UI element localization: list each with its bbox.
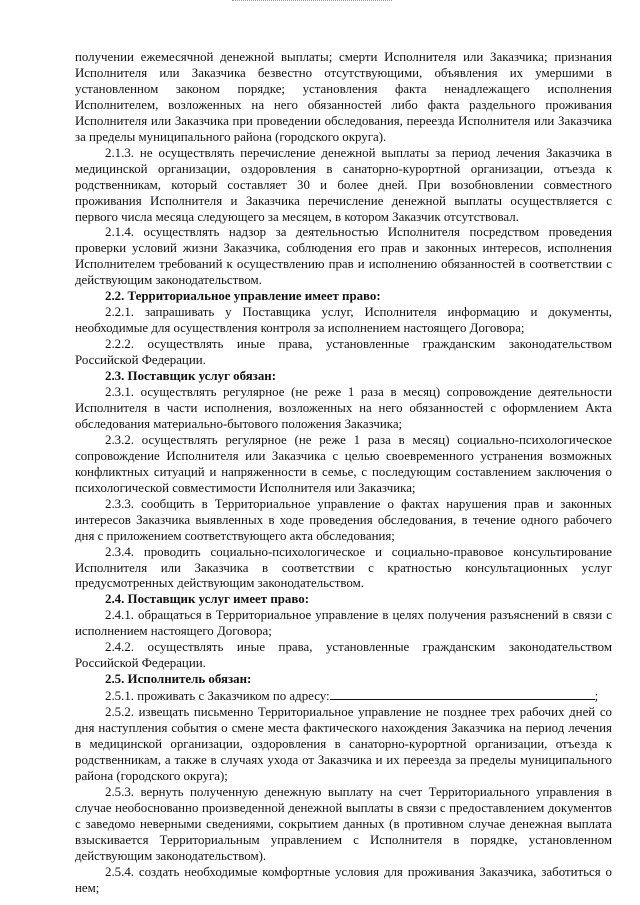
clause-2-4-1: 2.4.1. обращаться в Территориальное управление в целях получения разъяснений в связи с исполнением настоящего Договора; (75, 608, 612, 639)
section-heading-2-5: 2.5. Исполнитель обязан: (105, 672, 252, 687)
clause-2-3-4: 2.3.4. проводить социально-психологическое и социально-правовое консультирование Исполнителя или Заказчика в соответствии с кратностью консультационных услуг предусмотренных действующим законодательством. (75, 544, 612, 591)
section-heading-2-3: 2.3. Поставщик услуг обязан: (105, 369, 277, 384)
clause-2-2-2: 2.2.2. осуществлять иные права, установленные гражданским законодательством Российской Федерации. (75, 337, 612, 368)
clause-2-2-1: 2.2.1. запрашивать у Поставщика услуг, Исполнителя информацию и документы, необходимые для осуществления контроля за исполнением настоящего Договора; (75, 305, 612, 336)
scan-artifact (232, 0, 392, 4)
address-blank-line (330, 688, 595, 700)
clause-2-3-1: 2.3.1. осуществлять регулярное (не реже 1 раза в месяц) сопровождение деятельности Исполнителя в части исполнения, возложенных на него обязанностей с оформлением Акта обследования материально-бытового положения Заказчика; (75, 385, 612, 431)
clause-2-5-1-text: 2.5.1. проживать с Заказчиком по адресу: (105, 689, 330, 704)
clause-2-5-4: 2.5.4. создать необходимые комфортные условия для проживания Заказчика, заботиться о нем; (75, 864, 612, 895)
clause-2-1-3: 2.1.3. не осуществлять перечисление денежной выплаты за период лечения Заказчика в медицинской организации, оздоровления в санаторно-курортной организации, отъезда к родственникам, который составляет 30 и более дней. При возобновлении совместного проживания Исполнителя и Заказчика перечисление денежной выплаты осуществляется с первого числа месяца следующего за месяцем, в котором Заказчик отсутствовал. (75, 145, 612, 224)
clause-2-5-1 (75, 688, 612, 705)
clause-2-4-2: 2.4.2. осуществлять иные права, установленные гражданским законодательством Российской Федерации. (75, 640, 612, 671)
clause-2-5-1-end: ; (594, 689, 599, 704)
section-heading-2-4: 2.4. Поставщик услуг имеет право: (105, 592, 309, 607)
clause-2-5-2: 2.5.2. извещать письменно Территориальное управление не позднее трех рабочих дней со дня наступления события о смене места фактического нахождения Заказчика на период лечения в медицинской организации, оздоровления в санаторно-курортной организации, отъезда к родственникам, а также в случаях ухода от Заказчика и их переезда за пределы муниципального района (городского округа); (75, 705, 612, 783)
clause-2-1-4: 2.1.4. осуществлять надзор за деятельностью Исполнителя посредством проведения проверки условий жизни Заказчика, соблюдения его прав и законных интересов, исполнения Исполнителем требований к осуществлению прав и исполнению обязанностей в соответствии с действующим законодательством. (75, 225, 612, 288)
document-page (75, 50, 612, 897)
paragraph-continuation: получении ежемесячной денежной выплаты; смерти Исполнителя или Заказчика; признания Исполнителя или Заказчика безвестно отсутствующими, объявления их умершими в установленном законом порядке; установления факта ненадлежащего исполнения Исполнителем, возложенных на него обязанностей либо факта раздельного проживания Исполнителя или Заказчика при проведении обследования, переезда Исполнителя или Заказчика за пределы муниципального района (городского округа). (75, 50, 612, 144)
clause-2-5-3: 2.5.3. вернуть полученную денежную выплату на счет Территориального управления в случае необоснованно произведенной денежной выплаты в связи с предоставлением документов с заведомо неверными сведениями, сокрытием данных (в противном случае денежная выплата взыскивается Территориальным управлением с Исполнителя в порядке, установленном действующим законодательством). (75, 784, 612, 863)
clause-2-3-3: 2.3.3. сообщить в Территориальное управление о фактах нарушения прав и законных интересов Заказчика выявленных в ходе проведения обследования, в течение одного рабочего дня с приложением соответствующего акта обследования; (75, 496, 612, 543)
clause-2-3-2: 2.3.2. осуществлять регулярное (не реже 1 раза в месяц) социально-психологическое сопровождение Исполнителя или Заказчика с целью своевременного устранения возможных конфликтных ситуаций и напряженности в семье, с последующим составлением заключения о психологической совместимости Исполнителя или Заказчика; (75, 432, 612, 495)
section-heading-2-2: 2.2. Территориальное управление имеет право: (105, 289, 381, 304)
